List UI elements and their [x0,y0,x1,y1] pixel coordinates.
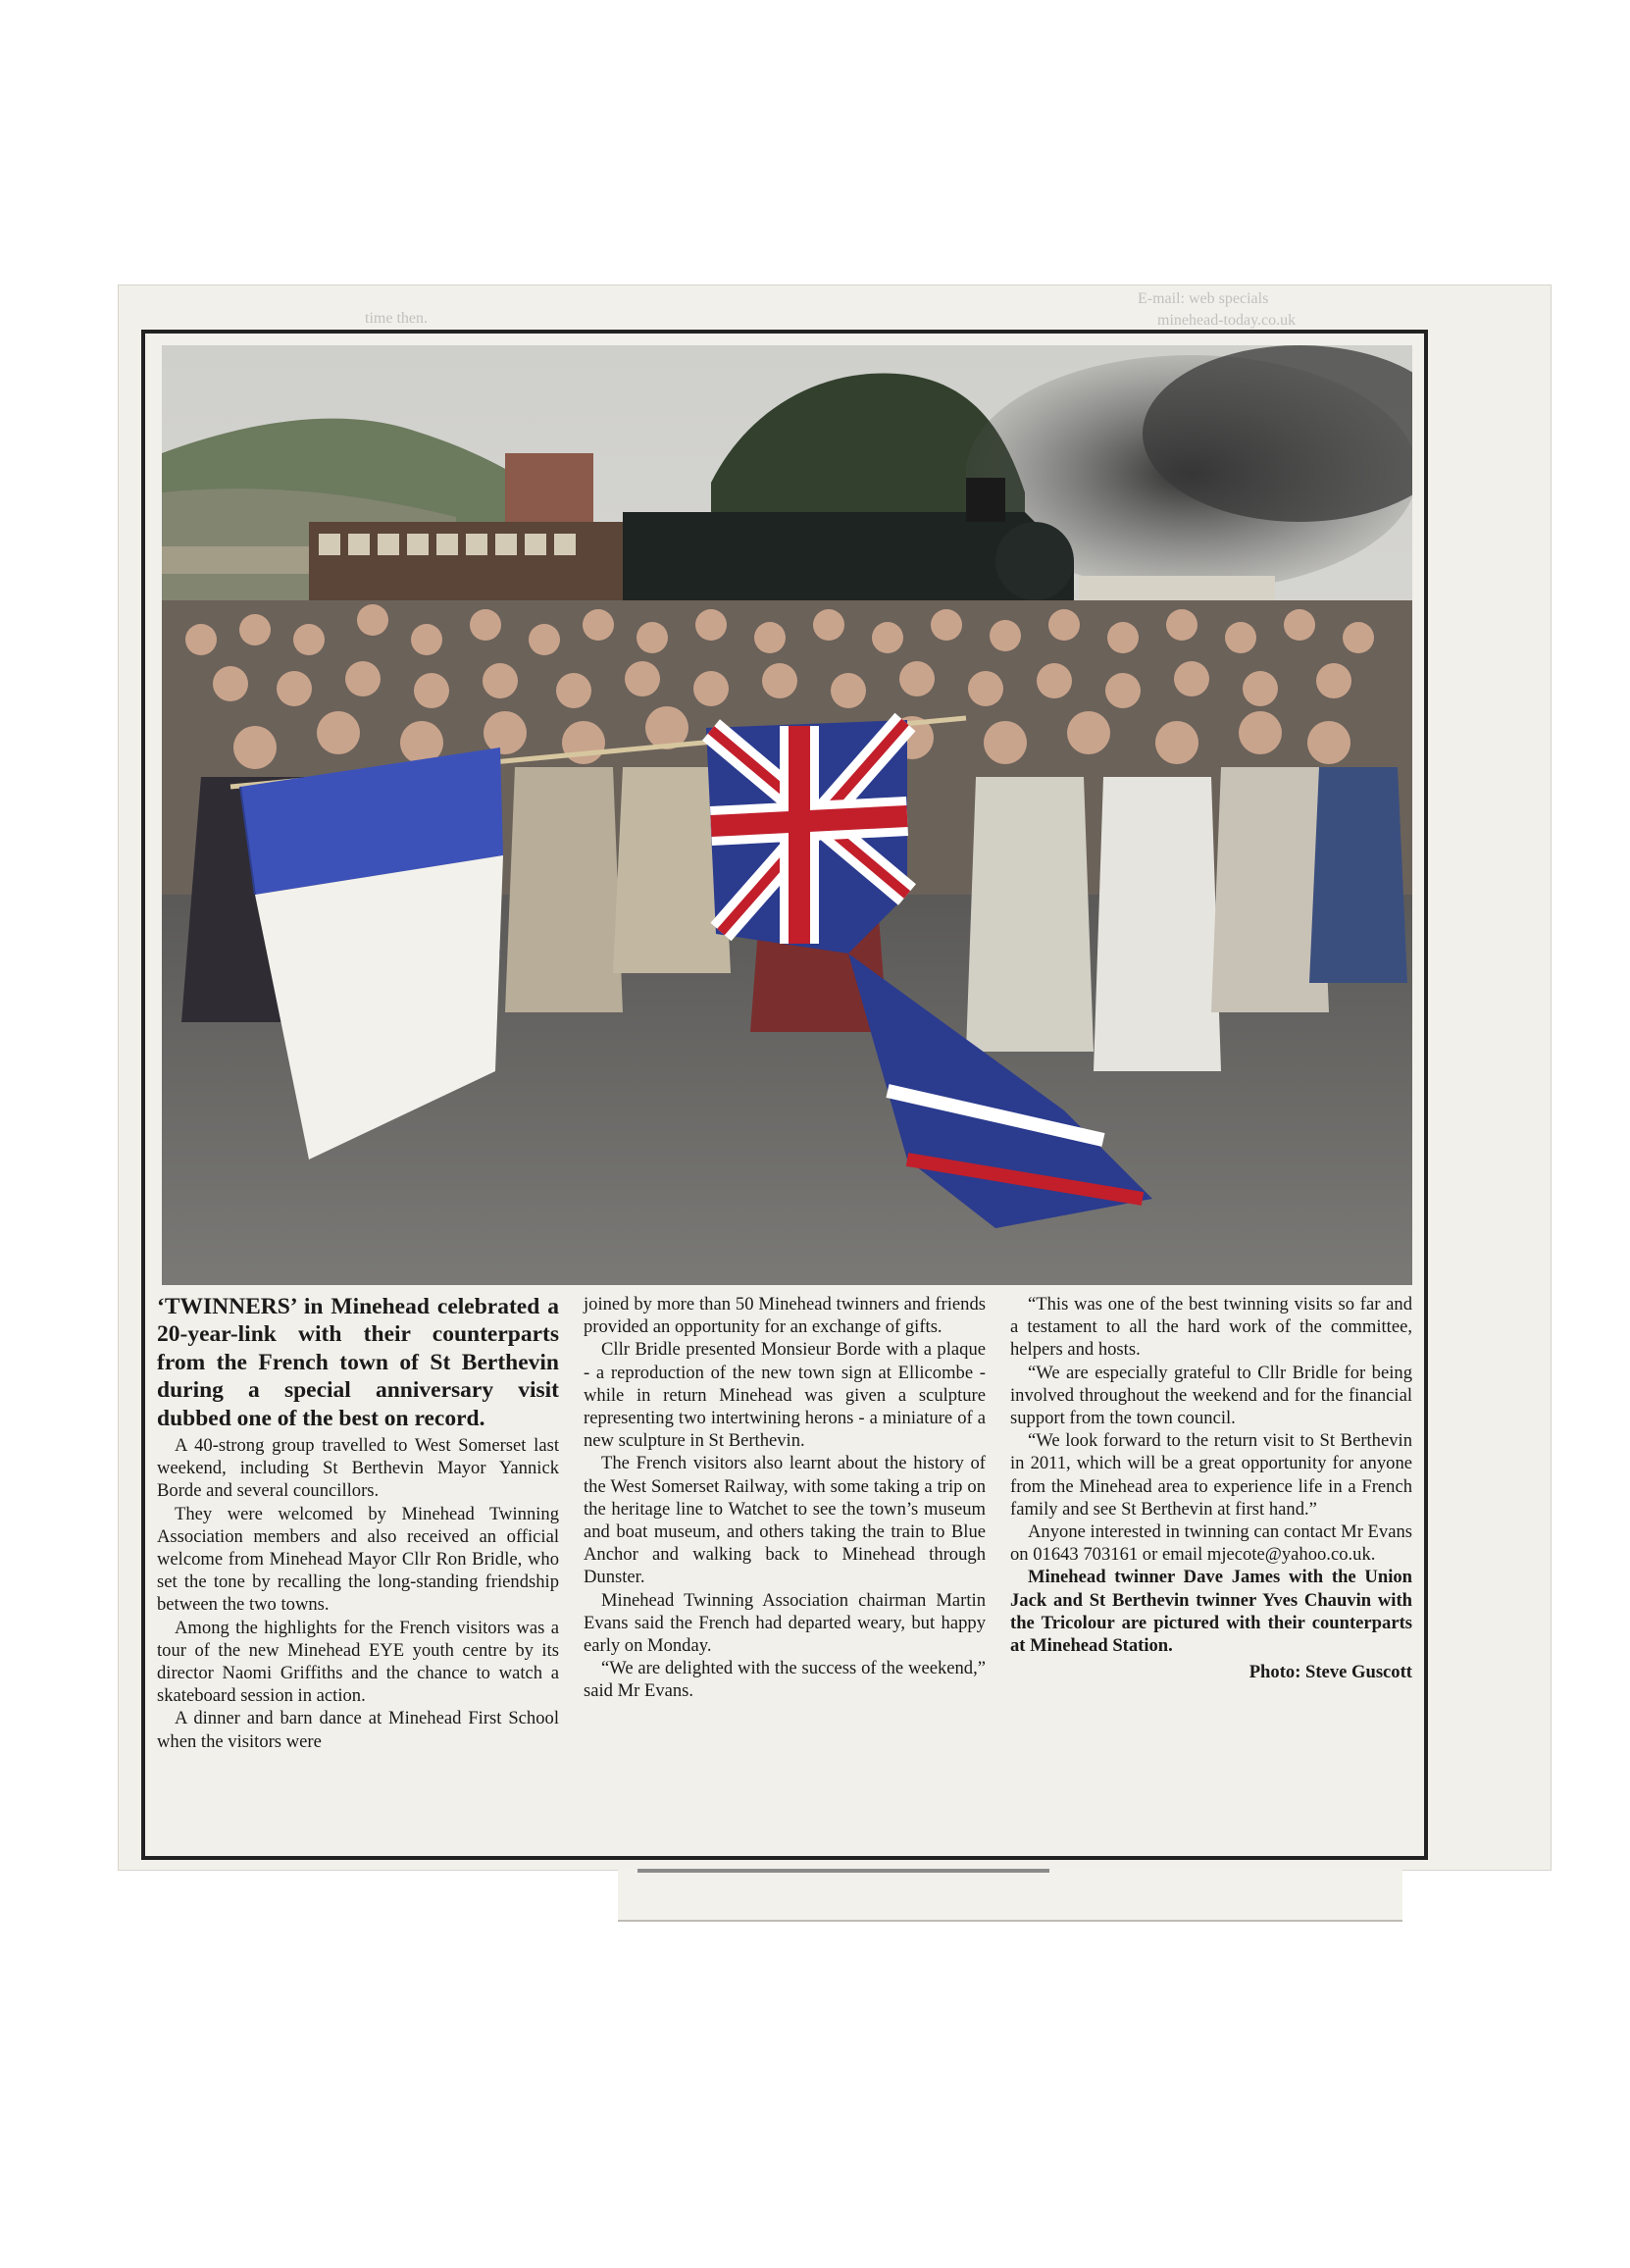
clipping-bottom-strip [618,1869,1402,1922]
article-paragraph: “This was one of the best twinning visits so far and a testament to all the hard work of the committee, helpers and hosts. [1010,1294,1412,1361]
article-paragraph: A 40-strong group travelled to West Somerset last weekend, including St Berthevin Mayor Yannick Borde and several councillors. [157,1435,559,1502]
article-paragraph: Anyone interested in twinning can contact Mr Evans on 01643 703161 or email mjecote@yahoo.co.uk. [1010,1521,1412,1566]
bleed-through-text: E-mail: web specials [1138,290,1269,307]
article-lead: ‘TWINNERS’ in Minehead celebrated a 20-year-link with their counterparts from the French town of St Berthevin during a special anniversary visit dubbed one of the best on record. [157,1294,559,1431]
article-paragraph: Among the highlights for the French visitors was a tour of the new Minehead EYE youth centre by its director Naomi Griffiths and the chance to watch a skateboard session in action. [157,1617,559,1707]
article-paragraph: “We are especially grateful to Cllr Bridle for being involved throughout the weekend and for the financial support from the town council. [1010,1362,1412,1429]
bleed-through-text: time then. [365,310,428,327]
clipping-cut-edge [637,1869,1049,1873]
article-column-1 [157,1293,559,1753]
article-paragraph: Cllr Bridle presented Monsieur Borde with a plaque - a reproduction of the new town sign at Ellicombe - while in return Minehead was given a sculpture representing two intertwining herons - a miniature of a new sculpture in St Berthevin. [584,1339,986,1452]
article-column-3 [1010,1293,1412,1683]
article-paragraph: They were welcomed by Minehead Twinning Association members and also received an official welcome from Minehead Mayor Cllr Ron Bridle, who set the tone by recalling the long-standing friendship between the two towns. [157,1503,559,1616]
article-paragraph: A dinner and barn dance at Minehead First School when the visitors were [157,1708,559,1752]
article-column-2 [584,1293,986,1703]
photo-illustration [162,345,1412,1285]
article-body [157,1293,1414,1844]
station-building [505,453,593,532]
article-paragraph: joined by more than 50 Minehead twinners and friends provided an opportunity for an exchange of gifts. [584,1294,986,1338]
article-paragraph: Minehead Twinning Association chairman Martin Evans said the French had departed weary, but happy early on Monday. [584,1589,986,1657]
news-photo [162,345,1412,1285]
article-paragraph: “We are delighted with the success of the weekend,” said Mr Evans. [584,1658,986,1702]
article-paragraph: The French visitors also learnt about the history of the West Somerset Railway, with some taking a trip on the heritage line to Watchet to see the town’s museum and boat museum, and others taking the train to Blue Anchor and walking back to Minehead through Dunster. [584,1453,986,1588]
bleed-through-text: minehead-today.co.uk [1157,312,1297,329]
photo-credit: Photo: Steve Guscott [1248,1662,1412,1683]
article-paragraph: “We look forward to the return visit to St Berthevin in 2011, which will be a great opportunity for anyone from the Minehead area to experience life in a French family and see St Berthevin at first hand.” [1010,1430,1412,1520]
photo-caption: Minehead twinner Dave James with the Union Jack and St Berthevin twinner Yves Chauvin with the Tricolour are pictured with their counterparts at Minehead Station. [1010,1567,1412,1657]
